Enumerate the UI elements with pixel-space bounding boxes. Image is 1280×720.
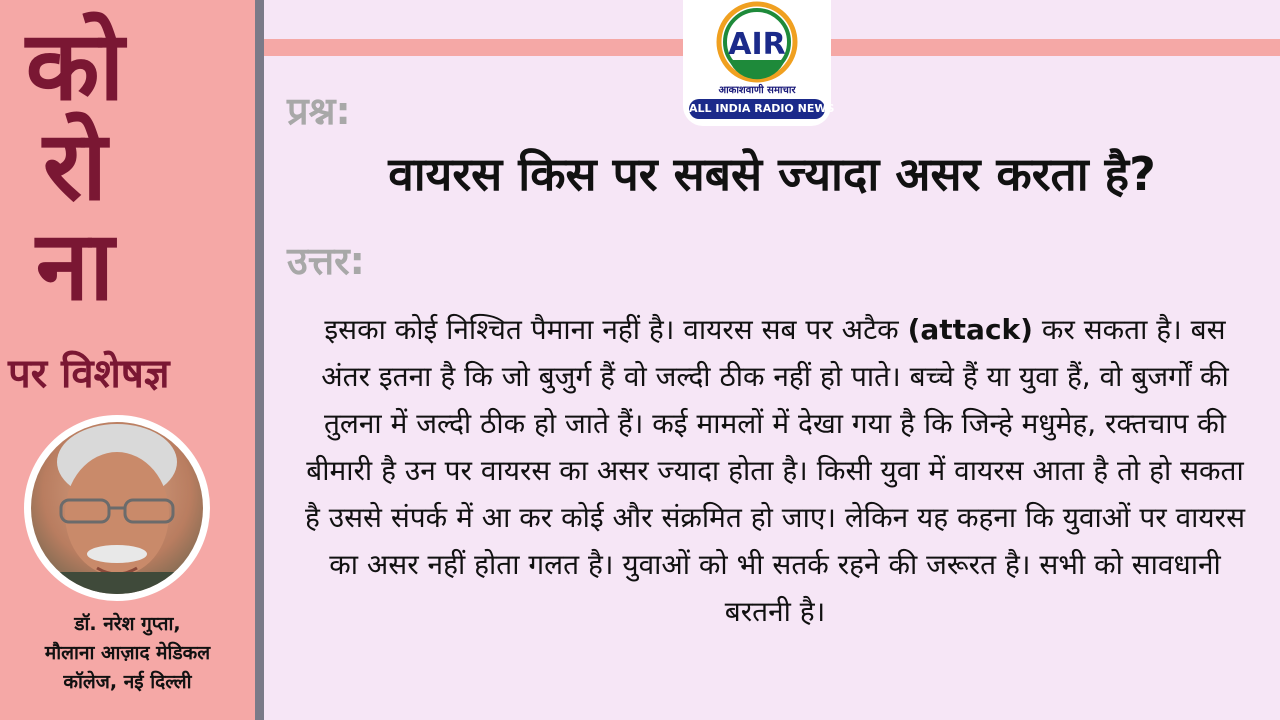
question-text: वायरस किस पर सबसे ज्यादा असर करता है? bbox=[388, 147, 1156, 201]
expert-subtitle: पर विशेषज्ञ bbox=[8, 351, 170, 397]
answer-bold-term: (attack) bbox=[907, 313, 1033, 346]
logo-hindi-text: आकाशवाणी समाचार bbox=[718, 85, 796, 96]
left-panel bbox=[0, 0, 255, 720]
answer-part-1: इसका कोई निश्चित पैमाना नहीं है। वायरस सब पर अटैक bbox=[324, 313, 908, 346]
logo-english-banner: ALL INDIA RADIO NEWS bbox=[689, 99, 825, 119]
answer-label: उत्तर: bbox=[287, 239, 365, 283]
air-emblem-icon bbox=[707, 0, 807, 84]
answer-text bbox=[300, 306, 1250, 635]
all-india-radio-logo bbox=[683, 0, 835, 126]
doctor-photo-icon bbox=[31, 422, 203, 594]
doctor-institute: मौलाना आज़ाद मेडिकल bbox=[44, 642, 211, 664]
doctor-caption bbox=[0, 610, 255, 697]
question-label: प्रश्न: bbox=[287, 89, 351, 133]
answer-part-2: कर सकता है। बस अंतर इतना है कि जो बुजुर्ग हैं वो जल्दी ठीक नहीं हो पाते। बच्चे हैं या युवा हैं, वो बुजर्गों की तुलना में जल्दी ठीक हो जाते हैं। कई मामलों में देखा गया है कि जिन्हे मधुमेह, रक्तचाप की बीमारी है उन पर वायरस का असर ज्यादा होता है। किसी युवा में वायरस आता है तो हो सकता है उससे संपर्क में आ कर कोई और संक्रमित हो जाए। लेकिन यह कहना कि युवाओं पर वायरस का असर नहीं होता गलत है। युवाओं को भी सतर्क रहने की जरूरत है। सभी को सावधानी बरतनी है। bbox=[304, 313, 1246, 628]
logo-mark: AIR bbox=[728, 27, 786, 62]
corona-syllable-2: रो bbox=[42, 110, 108, 222]
corona-syllable-3: ना bbox=[35, 210, 115, 322]
doctor-name: डॉ. नरेश गुप्ता, bbox=[74, 613, 181, 635]
vertical-divider bbox=[255, 0, 264, 720]
doctor-location: कॉलेज, नई दिल्ली bbox=[63, 671, 192, 693]
doctor-portrait bbox=[24, 415, 210, 601]
corona-syllable-1: को bbox=[25, 10, 125, 122]
